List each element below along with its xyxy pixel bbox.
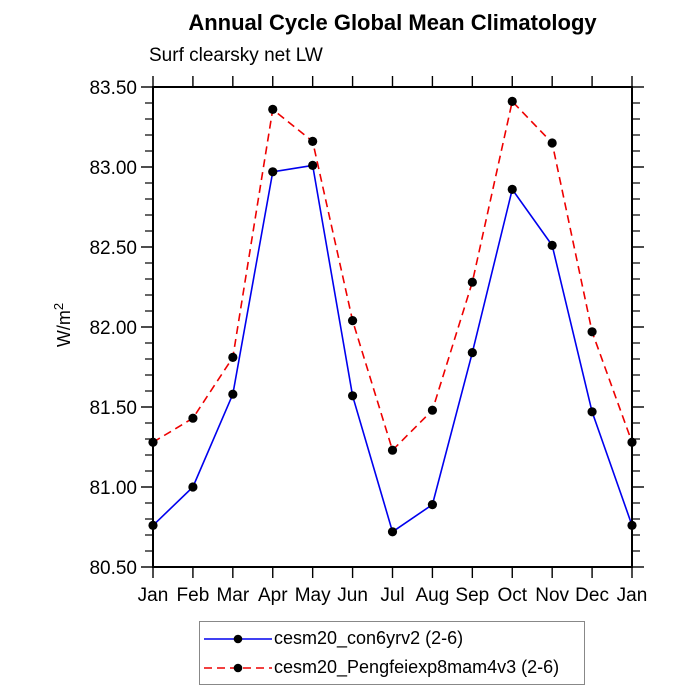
y-tick-label: 82.00 — [89, 318, 137, 339]
legend-sample-marker — [234, 663, 243, 672]
series-1-marker — [348, 316, 357, 325]
series-1-marker — [228, 353, 237, 362]
series-0-marker — [348, 391, 357, 400]
legend-item-series-1 — [202, 654, 584, 681]
series-1-marker — [308, 137, 317, 146]
x-tick-label: Sep — [455, 585, 490, 606]
series-1-marker — [268, 105, 277, 114]
series-0-marker — [627, 521, 636, 530]
series-1-marker — [587, 327, 596, 336]
legend-label-series-0: cesm20_con6yrv2 (2-6) — [274, 628, 464, 648]
x-tick-label: Jul — [380, 585, 405, 606]
series-1-marker — [508, 97, 517, 106]
x-tick-label: Aug — [415, 585, 450, 606]
x-tick-label: Nov — [535, 585, 570, 606]
chart-title: Annual Cycle Global Mean Climatology — [188, 10, 597, 35]
series-1-marker — [148, 438, 157, 447]
legend-sample-marker — [234, 634, 243, 643]
series-0-marker — [468, 348, 477, 357]
series-1-marker — [548, 138, 557, 147]
plot-frame — [153, 87, 632, 567]
y-tick-label: 82.50 — [89, 238, 137, 259]
x-tick-label: Mar — [216, 585, 250, 606]
x-tick-label: Oct — [497, 585, 528, 606]
series-0-marker — [228, 390, 237, 399]
series-line-0 — [153, 165, 632, 531]
series-0-marker — [148, 521, 157, 530]
x-tick-label: Jan — [616, 585, 648, 606]
y-tick-label: 83.00 — [89, 158, 137, 179]
legend-item-series-0 — [202, 625, 584, 652]
series-0-marker — [268, 167, 277, 176]
y-tick-label: 80.50 — [89, 558, 137, 579]
legend-line-sample-solid — [202, 629, 274, 649]
x-tick-label: May — [294, 585, 331, 606]
x-tick-label: Apr — [257, 585, 288, 606]
series-0-marker — [548, 241, 557, 250]
legend-label-series-1: cesm20_Pengfeiexp8mam4v3 (2-6) — [274, 657, 560, 677]
series-1-marker — [627, 438, 636, 447]
x-tick-label: Feb — [176, 585, 210, 606]
series-0-marker — [428, 500, 437, 509]
series-0-marker — [308, 161, 317, 170]
series-1-marker — [428, 406, 437, 415]
legend — [199, 621, 585, 685]
series-0-marker — [188, 482, 197, 491]
legend-line-sample-dashed — [202, 658, 274, 678]
y-tick-label: 81.00 — [89, 478, 137, 499]
y-tick-label: 81.50 — [89, 398, 137, 419]
series-1-marker — [188, 414, 197, 423]
x-tick-label: Jun — [337, 585, 368, 606]
series-1-marker — [468, 278, 477, 287]
chart-subtitle: Surf clearsky net LW — [149, 45, 323, 66]
y-tick-label: 83.50 — [89, 78, 137, 99]
x-tick-label: Dec — [575, 585, 609, 606]
x-tick-label: Jan — [137, 585, 169, 606]
y-axis-label: $W/m^2$ — [51, 302, 74, 348]
series-0-marker — [587, 407, 596, 416]
series-1-marker — [388, 446, 397, 455]
series-0-marker — [508, 185, 517, 194]
series-0-marker — [388, 527, 397, 536]
